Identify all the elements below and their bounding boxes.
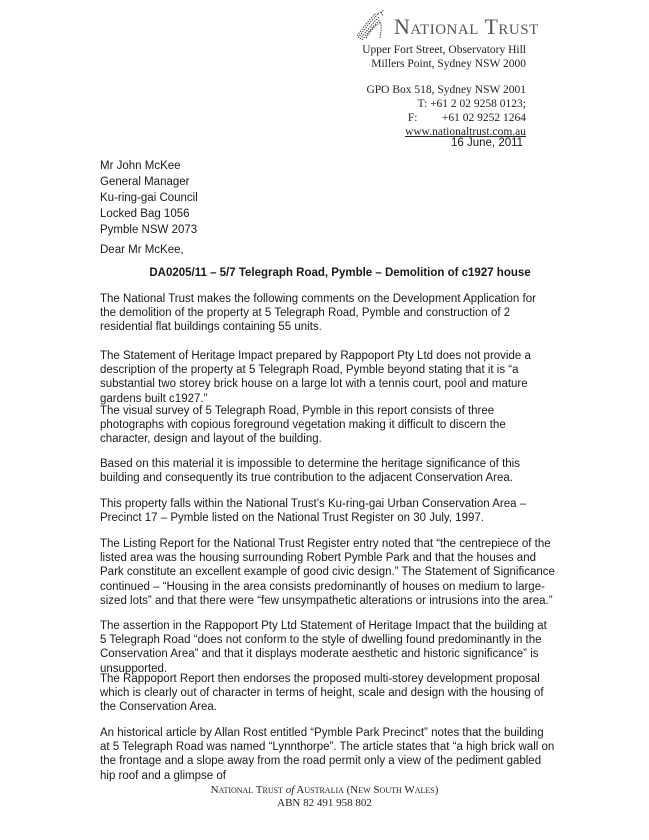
website-link[interactable]: www.nationaltrust.com.au <box>405 126 526 138</box>
fax-label: F: <box>407 112 418 124</box>
paragraph: The National Trust makes the following comments on the Development Application for the demolition of the property at 5 Telegraph Road, Pymble and construction of 2 residential flat buildings containing 55 units. <box>100 293 536 334</box>
paragraph: The Statement of Heritage Impact prepared by Rappoport Pty Ltd does not provide a description of the property at 5 Telegraph Road, Pymble beyond stating that it is “a substantial two storey brick house on a large lot with a tennis court, pool and mature gardens built c1927.” <box>100 350 531 405</box>
phone-number: T: +61 2 02 9258 0123; <box>417 98 526 110</box>
footer-org-name: National Trust of Australia (New South Wales) <box>210 784 439 796</box>
feather-bird-icon <box>354 8 388 42</box>
recipient-line: Pymble NSW 2073 <box>100 224 198 236</box>
postal-address: GPO Box 518, Sydney NSW 2001 <box>366 84 526 96</box>
street-address <box>362 43 526 71</box>
paragraph: The Listing Report for the National Trust Register entry noted that “the centrepiece of the listed area was the housing surrounding Robert Pymble Park and that the houses and Park constitute an excellent example of good civic design.” The Statement of Significance continued – “Housing in the area consists predominantly of houses on medium to large-sized lots” and that there were “few unsympathetic alterations or intrusions into the area.” <box>100 538 555 607</box>
letterhead <box>354 8 614 42</box>
recipient-line: Locked Bag 1056 <box>100 208 190 220</box>
recipient-line: General Manager <box>100 176 190 188</box>
recipient-line: Mr John McKee <box>100 160 181 172</box>
subject-heading: DA0205/11 – 5/7 Telegraph Road, Pymble – Demolition of c1927 house <box>149 267 531 279</box>
contact-details <box>366 83 526 139</box>
page-footer <box>0 784 649 810</box>
footer-abn: ABN 82 491 958 802 <box>277 797 372 809</box>
fax-line <box>366 111 526 125</box>
paragraph: Based on this material it is impossible to determine the heritage significance of this building and consequently its true contribution to the adjacent Conservation Area. <box>100 458 520 485</box>
paragraph: The Rappoport Report then endorses the proposed multi-storey development proposal which is clearly out of character in terms of height, scale and design with the housing of the Conservation Area. <box>100 673 544 714</box>
paragraph: This property falls within the National Trust’s Ku-ring-gai Urban Conservation Area –Precinct 17 – Pymble listed on the National Trust Register on 30 July, 1997. <box>100 498 527 525</box>
address-line: Millers Point, Sydney NSW 2000 <box>371 58 526 70</box>
recipient-address <box>100 158 198 238</box>
paragraph: The visual survey of 5 Telegraph Road, Pymble in this report consists of three photographs with copious foreground vegetation making it difficult to discern the character, design and layout of the building. <box>100 405 506 446</box>
address-line: Upper Fort Street, Observatory Hill <box>362 44 526 56</box>
letter-date: 16 June, 2011 <box>451 137 524 149</box>
salutation: Dear Mr McKee, <box>100 244 184 256</box>
fax-number: +61 02 9252 1264 <box>441 112 526 124</box>
brand-name: National Trust <box>394 14 539 39</box>
paragraph: An historical article by Allan Rost entitled “Pymble Park Precinct” notes that the building at 5 Telegraph Road was named “Lynnthorpe”. The article states that “a high brick wall on the frontage and a slope away from the road permit only a view of the pediment gabled hip roof and a glimpse of <box>100 727 555 782</box>
recipient-line: Ku-ring-gai Council <box>100 192 198 204</box>
paragraph: The assertion in the Rappoport Pty Ltd Statement of Heritage Impact that the building at 5 Telegraph Road “does not conform to the style of dwelling found predominantly in the Conservation Area” and that it displays moderate aesthetic and historic significance” is unsupported. <box>100 620 547 675</box>
